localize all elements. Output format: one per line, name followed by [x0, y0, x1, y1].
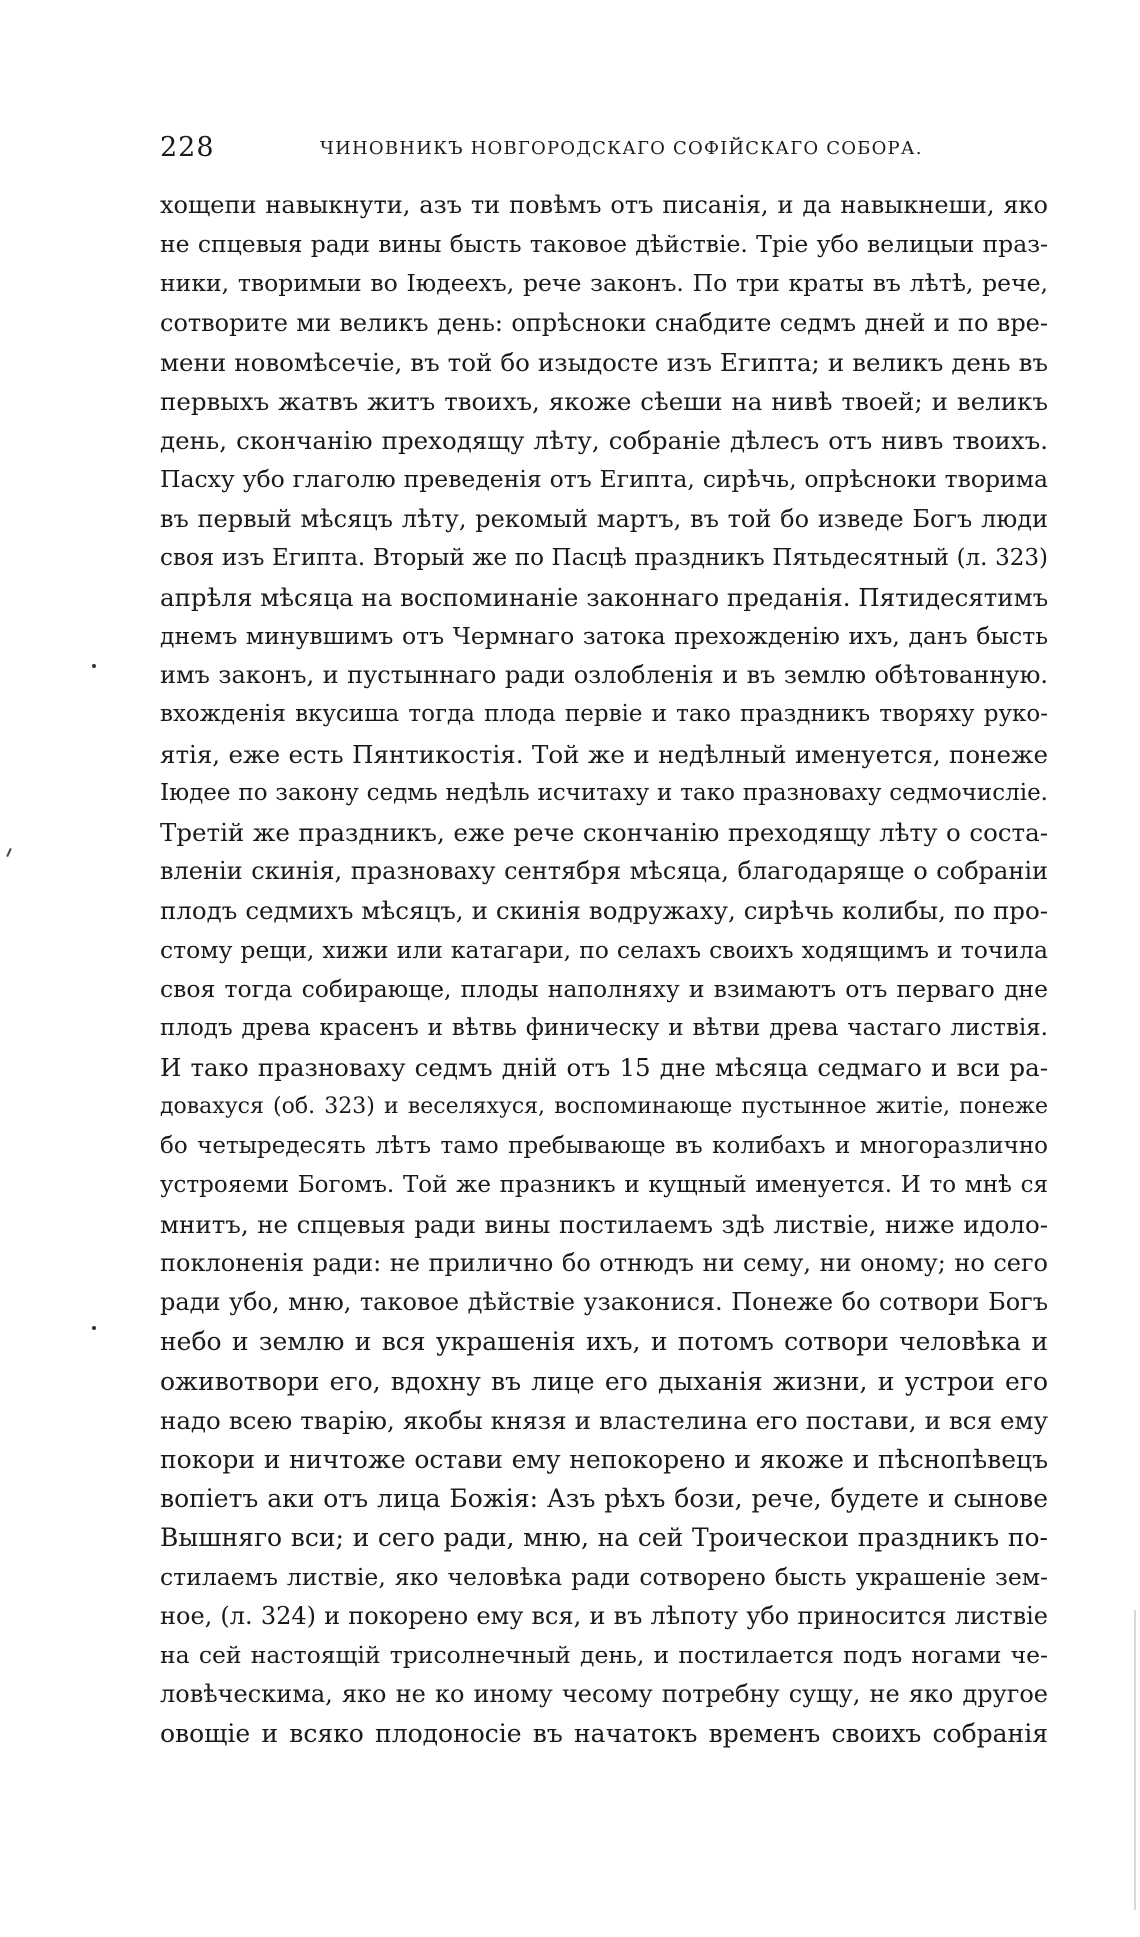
text-line: вленіи скинія, празноваху сентября мѣсяца, благодаряще о собраніи: [160, 857, 1048, 886]
text-line: плодъ седмихъ мѣсяцъ, и скинія водружаху, сирѣчь колибы, по про-: [160, 896, 1048, 926]
text-line: не спцевыя ради вины бысть таковое дѣйствіе. Тріе убо велицыи праз-: [160, 230, 1048, 259]
text-line: мнитъ, не спцевыя ради вины постилаемъ здѣ листвіе, ниже идоло-: [160, 1209, 1048, 1239]
text-line: первыхъ жатвъ житъ твоихъ, якоже сѣеши на нивѣ твоей; и великъ: [160, 386, 1048, 416]
margin-dot-mark: [92, 1326, 96, 1330]
running-head: [160, 128, 1048, 168]
text-line: сотворите ми великъ день: опрѣсноки снабдите седмъ дней и по вре-: [160, 308, 1048, 337]
margin-tick-mark: [6, 848, 12, 857]
text-line: ради убо, мню, таковое дѣйствіе узаконися. Понеже бо сотвори Богъ: [160, 1288, 1048, 1317]
text-line: мени новомѣсечіе, въ той бо изыдосте изъ Египта; и великъ день въ: [160, 347, 1048, 377]
text-line: ное, (л. 324) и покорено ему вся, и въ лѣпоту убо приносится листвіе: [160, 1601, 1048, 1630]
text-line: покори и ничтоже остави ему непокорено и якоже и пѣснопѣвецъ: [160, 1445, 1048, 1474]
text-line: вопіетъ аки отъ лица Божія: Азъ рѣхъ бози, рече, будете и сынове: [160, 1484, 1048, 1514]
text-line: Іюдее по закону седмь недѣль исчитаху и тако празноваху седмочисліе.: [160, 779, 1048, 806]
body-text: [160, 186, 1048, 1754]
text-line: бо четыредесять лѣтъ тамо пребывающе въ колибахъ и многоразлично: [160, 1132, 1048, 1159]
page-edge-shadow: [1134, 1610, 1136, 1910]
text-line: Третій же праздникъ, еже рече скончанію преходящу лѣту о соста-: [160, 818, 1048, 847]
text-line: своя тогда собирающе, плоды наполняху и взимаютъ отъ перваго дне: [160, 974, 1048, 1003]
text-line: днемъ минувшимъ отъ Чермнаго затока прехожденію ихъ, данъ бысть: [160, 622, 1048, 651]
text-line: плодъ древа красенъ и вѣтвь финическу и вѣтви древа частаго листвія.: [160, 1014, 1048, 1041]
running-head-title: ЧИНОВНИКЪ НОВГОРОДСКАГО СОФІЙСКАГО СОБОРА.: [320, 138, 923, 159]
text-line: въ первый мѣсяцъ лѣту, рекомый мартъ, въ той бо изведе Богъ люди: [160, 504, 1048, 533]
margin-dot-mark: [92, 664, 96, 668]
text-line: небо и землю и вся украшенія ихъ, и потомъ сотвори человѣка и: [160, 1327, 1048, 1357]
text-line: день, скончанію преходящу лѣту, собраніе дѣлесъ отъ нивъ твоихъ.: [160, 426, 1048, 456]
text-line: ятія, еже есть Пянтикостія. Той же и недѣлный именуется, понеже: [160, 739, 1048, 769]
text-line: поклоненія ради: не прилично бо отнюдъ ни сему, ни оному; но сего: [160, 1249, 1048, 1278]
text-line: оживотвори его, вдохну въ лице его дыханія жизни, и устрои его: [160, 1366, 1048, 1396]
text-line: овощіе и всяко плодоносіе въ начатокъ временъ своихъ собранія: [160, 1719, 1048, 1749]
text-line: на сей настоящій трисолнечный день, и постилается подъ ногами че-: [160, 1640, 1048, 1669]
text-line: устрояеми Богомъ. Той же празникъ и кущный именуется. И то мнѣ ся: [160, 1171, 1048, 1198]
text-line: ловѣческима, яко не ко иному чесому потребну сущу, не яко другое: [160, 1680, 1048, 1709]
text-line: хощепи навыкнути, азъ ти повѣмъ отъ писанія, и да навыкнеши, яко: [160, 191, 1048, 219]
page-number: 228: [160, 132, 215, 163]
text-line: Вышняго вси; и сего ради, мню, на сей Троическои праздникъ по-: [160, 1523, 1048, 1553]
text-line: стому рещи, хижи или катагари, по селахъ своихъ ходящимъ и точила: [160, 935, 1048, 964]
text-line: имъ законъ, и пустыннаго ради озлобленія и въ землю обѣтованную.: [160, 661, 1048, 690]
text-line: Пасху убо глаголю преведенія отъ Египта, сирѣчь, опрѣсноки творима: [160, 465, 1048, 494]
text-line: надо всею тварію, якобы князя и властелина его постави, и вся ему: [160, 1405, 1048, 1435]
text-line: апрѣля мѣсяца на воспоминаніе законнаго преданія. Пятидесятимъ: [160, 582, 1048, 612]
text-line: ники, творимыи во Іюдеехъ, рече законъ. По три краты въ лѣтѣ, рече,: [160, 269, 1048, 298]
text-line: довахуся (об. 323) и веселяхуся, воспоминающе пустынное житіе, понеже: [160, 1094, 1048, 1120]
text-line: И тако празноваху седмъ дній отъ 15 дне мѣсяца седмаго и вси ра-: [160, 1053, 1048, 1083]
text-line: стилаемъ листвіе, яко человѣка ради сотворено бысть украшеніе зем-: [160, 1562, 1048, 1591]
text-line: своя изъ Египта. Вторый же по Пасцѣ праздникъ Пятьдесятный (л. 323): [160, 544, 1048, 571]
text-line: вхожденія вкусиша тогда плода первіе и тако праздникъ творяху руко-: [160, 701, 1048, 728]
